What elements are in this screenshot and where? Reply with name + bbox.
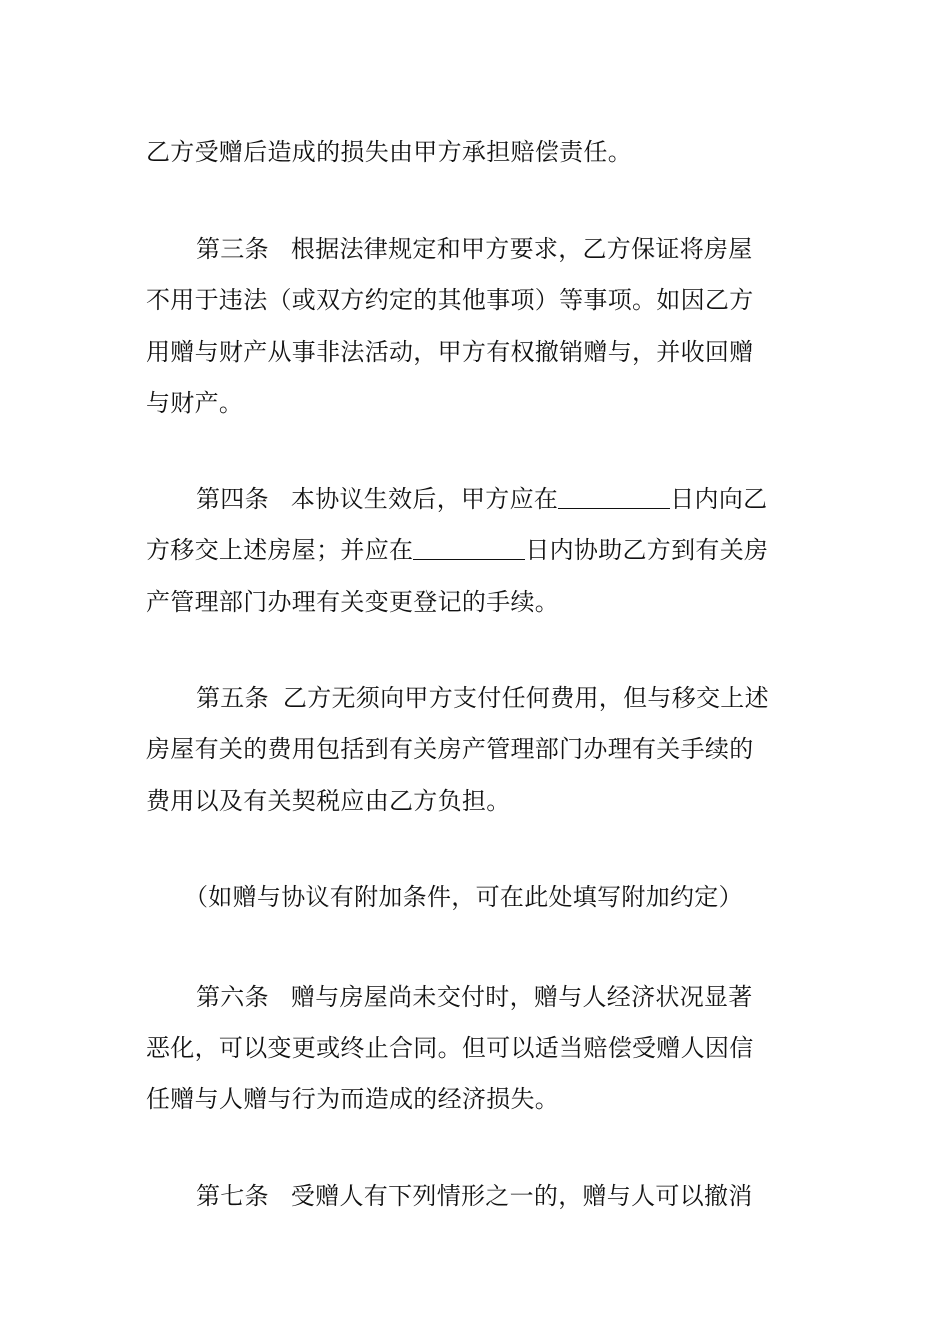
article-number: 第五条 [196, 684, 269, 712]
article-3-line-2: 不用于违法（或双方约定的其他事项）等事项。如因乙方 [146, 286, 754, 314]
article-number: 第六条 [196, 983, 269, 1011]
article-6-line-3: 任赠与人赠与行为而造成的经济损失。 [146, 1085, 560, 1113]
article-number: 第四条 [196, 485, 269, 513]
article-text: 本协议生效后，甲方应在 [290, 485, 559, 513]
article-text: 受赠人有下列情形之一的，赠与人可以撤消 [290, 1182, 753, 1210]
article-4-line-1 [196, 482, 767, 516]
article-3-line-4: 与财产。 [146, 389, 244, 417]
article-3-line-3: 用赠与财产从事非法活动，甲方有权撤销赠与，并收回赠 [146, 338, 754, 366]
paragraph-line: 乙方受赠后造成的损失由甲方承担赔偿责任。 [146, 138, 632, 166]
article-text: 赠与房屋尚未交付时，赠与人经济状况显著 [290, 983, 753, 1011]
article-text: 根据法律规定和甲方要求，乙方保证将房屋 [290, 235, 753, 263]
fill-in-blank[interactable] [413, 537, 525, 560]
fill-in-blank[interactable] [558, 486, 670, 509]
article-6-line-2: 恶化，可以变更或终止合同。但可以适当赔偿受赠人因信 [146, 1034, 754, 1062]
article-text: 方移交上述房屋；并应在 [146, 536, 414, 564]
article-4-line-3: 产管理部门办理有关变更登记的手续。 [146, 588, 560, 616]
article-5-line-2: 房屋有关的费用包括到有关房产管理部门办理有关手续的 [146, 735, 754, 763]
article-7-line-1 [196, 1179, 753, 1213]
article-text: 日内向乙 [670, 485, 768, 513]
additional-terms-note: （如赠与协议有附加条件，可在此处填写附加约定） [184, 883, 743, 911]
article-3-line-1 [196, 232, 753, 266]
article-number: 第三条 [196, 235, 269, 263]
article-text: 乙方无须向甲方支付任何费用，但与移交上述 [282, 684, 769, 712]
article-4-line-2 [146, 533, 768, 567]
article-6-line-1 [196, 980, 753, 1014]
article-text: 日内协助乙方到有关房 [525, 536, 769, 564]
article-5-line-1 [196, 681, 769, 715]
article-number: 第七条 [196, 1182, 269, 1210]
article-5-line-3: 费用以及有关契税应由乙方负担。 [146, 787, 511, 815]
